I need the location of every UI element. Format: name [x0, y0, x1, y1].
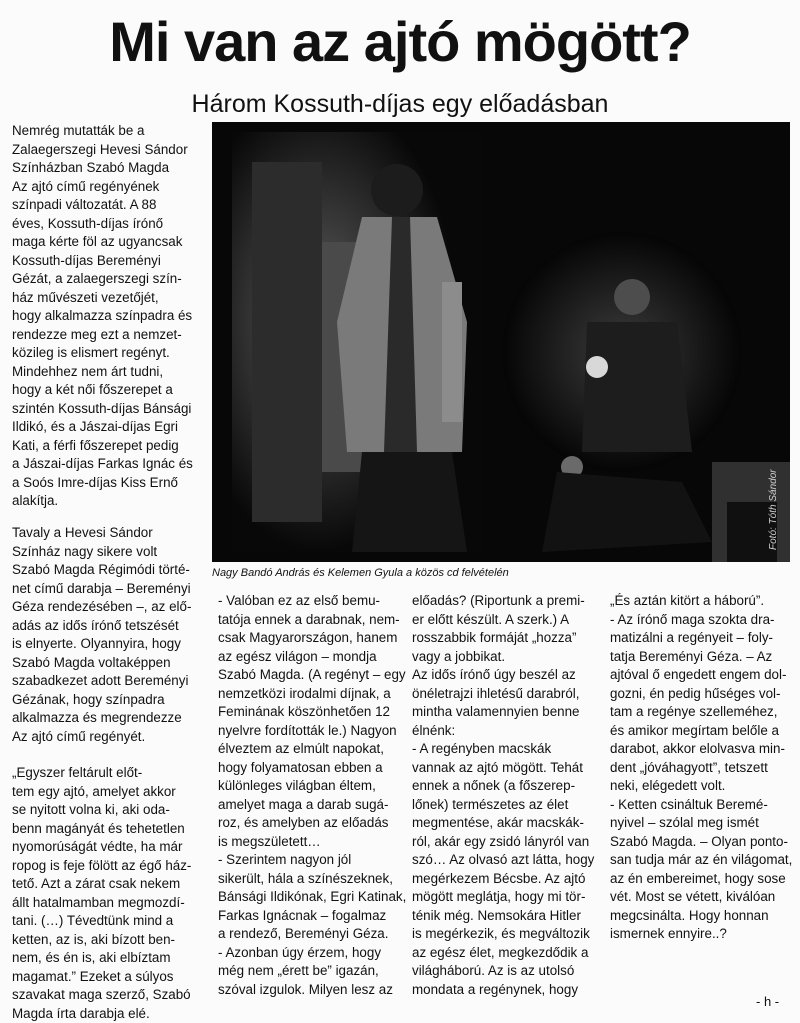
text-line: vannak az ajtó mögött. Tehát — [412, 759, 602, 778]
text-line: Szabó Magda voltaképpen — [12, 654, 208, 673]
text-line: megérkezem Bécsbe. Az ajtó — [412, 870, 602, 889]
text-line: „Egyszer feltárult előt- — [12, 764, 208, 783]
text-line: az egész élet, megkezdődik a — [412, 944, 602, 963]
text-line: ajtóval ő engedett engem dol- — [610, 666, 794, 685]
text-line: tatója ennek a darabnak, nem- — [218, 611, 404, 630]
text-line: gozni, én pedig hűséges vol- — [610, 685, 794, 704]
headline: Mi van az ajtó mögött? — [0, 6, 800, 78]
text-line: ház művészeti vezetőjét, — [12, 289, 208, 308]
text-line: dent „jóváhagyott”, tetszett — [610, 759, 794, 778]
text-line: roz, és amelyben az előadás — [218, 814, 404, 833]
text-line: tatja Bereményi Géza. – Az — [610, 648, 794, 667]
text-line: a Jászai-díjas Farkas Ignác és — [12, 455, 208, 474]
text-line: alakítja. — [12, 492, 208, 511]
text-line: „És aztán kitört a háború”. — [610, 592, 794, 611]
column-1-intro — [12, 122, 208, 511]
text-line: Feminának köszönhetően 12 — [218, 703, 404, 722]
column-1-continued — [12, 524, 208, 1023]
text-line: hogy folyamatosan ebben a — [218, 759, 404, 778]
text-line: élveztem az elmúlt napokat, — [218, 740, 404, 759]
text-line: mintha valamennyien benne — [412, 703, 602, 722]
text-line: - Azonban úgy érzem, hogy — [218, 944, 404, 963]
text-line: Az ajtó című regényének — [12, 178, 208, 197]
text-line: nyomorúságát védte, ha már — [12, 838, 208, 857]
text-line: színpadi változatát. A 88 — [12, 196, 208, 215]
text-line: Az idős írónő úgy beszél az — [412, 666, 602, 685]
text-line: is megérkezik, és megváltozik — [412, 925, 602, 944]
text-line: ropog is feje fölött az égő ház- — [12, 857, 208, 876]
text-line: világháború. Az is az utolsó — [412, 962, 602, 981]
text-line: tető. Azt a zárat csak nekem — [12, 875, 208, 894]
text-line: Szabó Magda. (A regényt – egy — [218, 666, 404, 685]
text-line: Gézát, a zalaegerszegi szín- — [12, 270, 208, 289]
text-line: nemzetközi irodalmi díjnak, a — [218, 685, 404, 704]
text-line: hogy alkalmazza színpadra és — [12, 307, 208, 326]
column-4 — [610, 592, 794, 944]
text-line: san tudja már az én világomat, — [610, 851, 794, 870]
text-line: vét. Most se vétett, kiválóan — [610, 888, 794, 907]
text-line: ketten, az is, aki bízott ben- — [12, 931, 208, 950]
text-line: - Valóban ez az első bemu- — [218, 592, 404, 611]
text-line: Magda írta darabja elé. — [12, 1005, 208, 1023]
text-line: Az ajtó című regényét. — [12, 728, 208, 747]
text-line: Farkas Ignácnak – fogalmaz — [218, 907, 404, 926]
text-line: szóval izgulok. Milyen lesz az — [218, 981, 404, 1000]
subheadline: Három Kossuth-díjas egy előadásban — [0, 88, 800, 120]
text-line: az én embereimet, hogy sose — [610, 870, 794, 889]
text-line: Kati, a férfi főszerepet pedig — [12, 437, 208, 456]
text-line: - A regényben macskák — [412, 740, 602, 759]
text-line: szó… Az olvasó azt látta, hogy — [412, 851, 602, 870]
text-line: éves, Kossuth-díjas írónő — [12, 215, 208, 234]
text-line: tem egy ajtó, amelyet akkor — [12, 783, 208, 802]
text-line: darabot, akkor elolvasva min- — [610, 740, 794, 759]
text-line: Mindehhez nem árt tudni, — [12, 363, 208, 382]
text-line: Zalaegerszegi Hevesi Sándor — [12, 141, 208, 160]
text-line: a Soós Imre-díjas Kiss Ernő — [12, 474, 208, 493]
text-line: rosszabbik formáját „hozza” — [412, 629, 602, 648]
text-line: Bánsági Ildikónak, Egri Katinak, — [218, 888, 404, 907]
column-3 — [412, 592, 602, 999]
text-line: ténik még. Nemsokára Hitler — [412, 907, 602, 926]
text-line: csak Magyarországon, hanem — [218, 629, 404, 648]
text-line: rendezze meg ezt a nemzet- — [12, 326, 208, 345]
text-line: alkalmazza és megrendezze — [12, 709, 208, 728]
text-line: se nyitott volna ki, aki oda- — [12, 801, 208, 820]
text-line: Szabó Magda. – Olyan ponto- — [610, 833, 794, 852]
text-line: is megszületett… — [218, 833, 404, 852]
text-line: Nemrég mutatták be a — [12, 122, 208, 141]
text-line: még nem „érett be” igazán, — [218, 962, 404, 981]
stage-photo-image — [212, 122, 790, 562]
text-line: Ildikó, és a Jászai-díjas Egri — [12, 418, 208, 437]
text-line: előadás? (Riportunk a premi- — [412, 592, 602, 611]
text-line: szabadkezet adott Bereményi — [12, 672, 208, 691]
text-line: ismernek ennyire..? — [610, 925, 794, 944]
text-line: szintén Kossuth-díjas Bánsági — [12, 400, 208, 419]
text-line: amelyet maga a darab sugá- — [218, 796, 404, 815]
text-line: er előtt készült. A szerk.) A — [412, 611, 602, 630]
text-line: tani. (…) Tévedtünk mind a — [12, 912, 208, 931]
text-line: Színház nagy sikere volt — [12, 543, 208, 562]
text-line: különleges világban éltem, — [218, 777, 404, 796]
text-line: megcsinálta. Hogy honnan — [610, 907, 794, 926]
text-line: net című darabja – Bereményi — [12, 580, 208, 599]
photo-caption: Nagy Bandó András és Kelemen Gyula a közös cd felvételén — [212, 566, 790, 580]
text-line: magamat.” Ezeket a súlyos — [12, 968, 208, 987]
text-line: Szabó Magda Régimódi törté- — [12, 561, 208, 580]
text-line: és amikor megírtam belőle a — [610, 722, 794, 741]
text-line: önéletrajzi ihletésű darabról, — [412, 685, 602, 704]
text-line: Tavaly a Hevesi Sándor — [12, 524, 208, 543]
text-line: Színházban Szabó Magda — [12, 159, 208, 178]
text-line: vagy a jobbikat. — [412, 648, 602, 667]
text-line: állt hatalmamban megmozdí- — [12, 894, 208, 913]
text-line: maga kérte föl az ugyancsak — [12, 233, 208, 252]
text-line: - Szerintem nagyon jól — [218, 851, 404, 870]
text-line: nyelvre fordították le.) Nagyon — [218, 722, 404, 741]
text-line: közileg is elismert regényt. — [12, 344, 208, 363]
text-line: Kossuth-díjas Bereményi — [12, 252, 208, 271]
author-signature: - h - — [756, 994, 779, 1009]
text-line: az egész világon – mondja — [218, 648, 404, 667]
text-line: matizálni a regényeit – foly- — [610, 629, 794, 648]
photo-credit: Fotó: Tóth Sándor — [768, 469, 779, 550]
text-line: élnénk: — [412, 722, 602, 741]
text-line: nem, és én is, aki elbíztam — [12, 949, 208, 968]
text-line: Géza rendezésében –, az elő- — [12, 598, 208, 617]
article-photo — [212, 122, 790, 562]
text-line: hogy a két női főszerepet a — [12, 381, 208, 400]
text-line: szavakat maga szerző, Szabó — [12, 986, 208, 1005]
text-line: lőnek) természetes az élet — [412, 796, 602, 815]
text-line: tam a regénye szelleméhez, — [610, 703, 794, 722]
text-line: Gézának, hogy színpadra — [12, 691, 208, 710]
text-line: sikerült, hála a színészeknek, — [218, 870, 404, 889]
text-line: a rendező, Bereményi Géza. — [218, 925, 404, 944]
text-line: mögött meglátja, hogy mi tör- — [412, 888, 602, 907]
text-line: neki, elégedett volt. — [610, 777, 794, 796]
text-line: ennek a nőnek (a főszerep- — [412, 777, 602, 796]
text-line: adás az idős írónő tetszését — [12, 617, 208, 636]
text-line: is elnyerte. Olyannyira, hogy — [12, 635, 208, 654]
column-2 — [218, 592, 404, 999]
text-line: - Ketten csináltuk Beremé- — [610, 796, 794, 815]
text-line: megmentése, akár macskák- — [412, 814, 602, 833]
text-line: nyivel – szólal meg ismét — [610, 814, 794, 833]
text-line: mondata a regénynek, hogy — [412, 981, 602, 1000]
text-line: - Az írónő maga szokta dra- — [610, 611, 794, 630]
text-line: benn magányát és tehetetlen — [12, 820, 208, 839]
text-line: ról, akár egy zsidó lányról van — [412, 833, 602, 852]
